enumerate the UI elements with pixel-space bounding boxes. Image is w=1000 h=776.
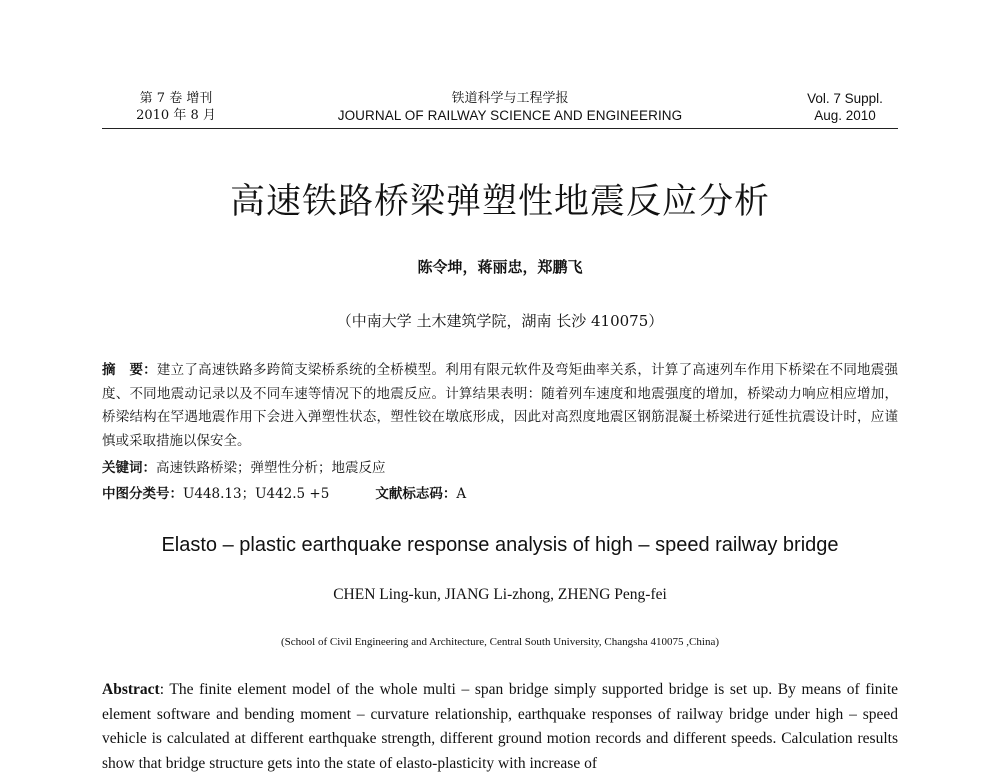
keywords-cn — [102, 458, 898, 478]
journal-name-cn: 铁道科学与工程学报 — [451, 91, 569, 106]
paper-title-cn: 高速铁路桥梁弹塑性地震反应分析 — [229, 182, 770, 222]
running-header-left — [116, 90, 236, 124]
running-header-right — [780, 90, 910, 124]
journal-name-en: JOURNAL OF RAILWAY SCIENCE AND ENGINEERING — [337, 108, 683, 123]
date-cn: 2010 年 8 月 — [136, 108, 216, 123]
abstract-en-label: Abstract — [102, 681, 160, 698]
document-code-label: 文献标志码： — [375, 486, 457, 502]
date-en: Aug. 2010 — [814, 108, 876, 123]
authors-en: CHEN Ling-kun, JIANG Li-zhong, ZHENG Peng-fei — [333, 586, 667, 603]
affiliation-cn: （中南大学 土木建筑学院，湖南 长沙 410075） — [336, 312, 664, 330]
abstract-en-text: : The finite element model of the whole multi – span bridge simply supported bridge is set up. By means of finite element software and bending moment – curvature relationship, earthquake responses of railway bridge under high – speed vehicle is calculated at different earthquake strength, different ground motion records and different speeds. Calculation results show that bridge structure gets into the state of elasto-plasticity with increase of — [102, 681, 898, 772]
volume-cn: 第 7 卷 增刊 — [139, 91, 213, 106]
abstract-cn-label: 摘 要： — [102, 362, 157, 378]
classification-cn — [102, 484, 898, 504]
classification-label: 中图分类号： — [102, 486, 183, 502]
header-rule — [102, 128, 898, 129]
authors-cn: 陈令坤，蒋丽忠，郑鹏飞 — [417, 258, 583, 276]
keywords-cn-text: 高速铁路桥梁；弹塑性分析；地震反应 — [156, 460, 386, 476]
volume-en: Vol. 7 Suppl. — [807, 91, 883, 106]
abstract-cn-text: 建立了高速铁路多跨简支梁桥系统的全桥模型。利用有限元软件及弯矩曲率关系，计算了高速列车作用下桥梁在不同地震强度、不同地震动记录以及不同车速等情况下的地震反应。计算结果表明：随着列车速度和地震强度的增加，桥梁动力响应相应增加，桥梁结构在罕遇地震作用下会进入弹塑性状态，塑性铰在墩底形成，因此对高烈度地震区钢筋混凝土桥梁进行延性抗震设计时，应谨慎或采取措施以保安全。 — [102, 362, 899, 449]
abstract-cn — [102, 359, 898, 453]
document-code: A — [456, 486, 467, 502]
classification-code: U448.13；U442.5 +5 — [183, 486, 330, 502]
paper-title-en: Elasto – plastic earthquake response analysis of high – speed railway bridge — [161, 534, 839, 556]
keywords-cn-label: 关键词： — [102, 460, 156, 476]
abstract-en — [102, 678, 898, 776]
running-header-center — [290, 90, 730, 124]
affiliation-en: (School of Civil Engineering and Architecture, Central South University, Changsha 410075 ,China) — [281, 636, 719, 648]
